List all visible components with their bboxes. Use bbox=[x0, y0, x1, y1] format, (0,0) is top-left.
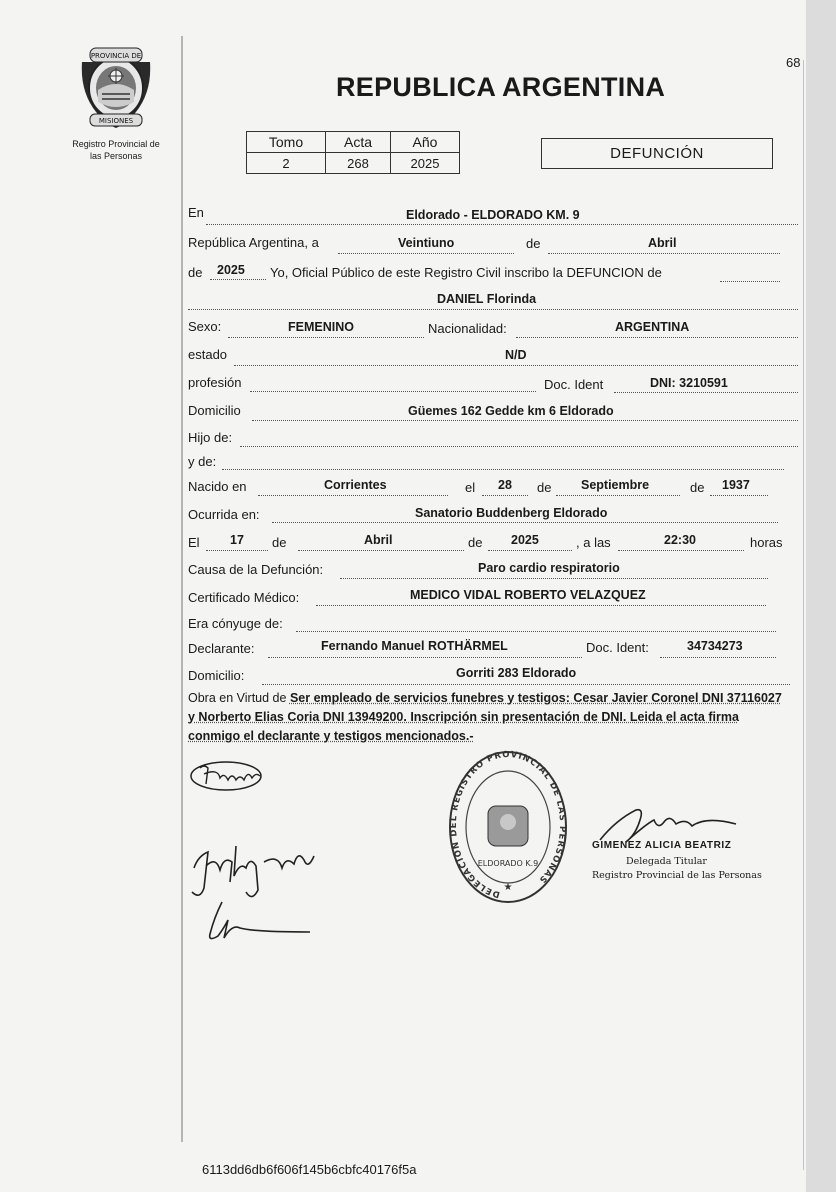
record-type-box: DEFUNCIÓN bbox=[541, 138, 773, 169]
value-dia-texto: Veintiuno bbox=[398, 236, 455, 250]
value-declarante-doc: 34734273 bbox=[687, 639, 743, 653]
value-sexo: FEMENINO bbox=[288, 320, 354, 334]
label-nacido-en: Nacido en bbox=[188, 479, 247, 494]
value-def-dia: 17 bbox=[230, 533, 244, 547]
value-def-hora: 22:30 bbox=[664, 533, 696, 547]
value-tomo: 2 bbox=[247, 153, 326, 174]
signature-witness-2-icon bbox=[204, 898, 316, 944]
header-tomo: Tomo bbox=[247, 132, 326, 153]
dotline-ocurrida bbox=[272, 522, 778, 523]
label-de2: de bbox=[188, 265, 203, 280]
dotline-yo bbox=[720, 281, 780, 282]
value-declarante: Fernando Manuel ROTHÄRMEL bbox=[321, 639, 508, 653]
obra-paragraph bbox=[188, 689, 790, 746]
official-seal-icon bbox=[446, 748, 570, 906]
dotline-causa bbox=[340, 578, 768, 579]
margin-line bbox=[181, 36, 183, 1142]
page-number: 68 bbox=[786, 55, 801, 70]
page-title: REPUBLICA ARGENTINA bbox=[336, 72, 666, 102]
dotline-lugar bbox=[206, 224, 798, 225]
label-de-n1: de bbox=[537, 480, 552, 495]
dotline-sexo bbox=[228, 337, 424, 338]
label-declarante: Declarante: bbox=[188, 641, 255, 656]
dotline-nacido-anio bbox=[710, 495, 768, 496]
dotline-dia bbox=[338, 253, 514, 254]
label-domicilio: Domicilio bbox=[188, 403, 241, 418]
official-name: GIMENEZ ALICIA BEATRIZ bbox=[592, 840, 732, 851]
value-def-anio: 2025 bbox=[511, 533, 539, 547]
label-de-n2: de bbox=[690, 480, 705, 495]
label-de-o2: de bbox=[468, 535, 483, 550]
value-def-mes: Abril bbox=[364, 533, 393, 547]
label-de1: de bbox=[526, 236, 541, 251]
right-margin-line bbox=[803, 60, 804, 1170]
dotline-domicilio bbox=[252, 420, 798, 421]
label-a-las: , a las bbox=[576, 535, 611, 550]
registry-label bbox=[60, 138, 172, 162]
value-ocurrida: Sanatorio Buddenberg Eldorado bbox=[415, 506, 608, 520]
label-en: En bbox=[188, 205, 204, 220]
header-anio: Año bbox=[391, 132, 460, 153]
value-mes: Abril bbox=[648, 236, 677, 250]
label-causa: Causa de la Defunción: bbox=[188, 562, 324, 577]
official-role: Delegada Titular bbox=[626, 856, 707, 867]
label-nacionalidad: Nacionalidad: bbox=[428, 321, 507, 336]
value-nacionalidad: ARGENTINA bbox=[615, 320, 690, 334]
label-el2: El bbox=[188, 535, 200, 550]
seal-star: ★ bbox=[503, 882, 513, 893]
value-causa: Paro cardio respiratorio bbox=[478, 561, 620, 575]
label-estado: estado bbox=[188, 347, 228, 362]
value-nacido-lugar: Corrientes bbox=[324, 478, 387, 492]
value-anio: 2025 bbox=[217, 263, 245, 277]
value-nacido-dia: 28 bbox=[498, 478, 512, 492]
value-nacido-anio: 1937 bbox=[722, 478, 750, 492]
label-de-o1: de bbox=[272, 535, 287, 550]
document-hash: 6113dd6db6f606f145b6cbfc40176f5a bbox=[202, 1162, 417, 1177]
dotline-hijo-de bbox=[240, 446, 798, 447]
value-certificado: MEDICO VIDAL ROBERTO VELAZQUEZ bbox=[410, 588, 646, 602]
value-obra: Ser empleado de servicios funebres y testigos: Cesar Javier Coronel DNI 37116027 y Norberto Elias Coria DNI 13949200. Inscripción sin presentación de DNI. Leida el acta firma conmigo el declarante y testigos mencionados.- bbox=[188, 691, 782, 743]
dotline-dni bbox=[614, 392, 798, 393]
value-nombre: DANIEL Florinda bbox=[437, 292, 537, 306]
record-table-header bbox=[247, 132, 460, 153]
label-doc-ident2: Doc. Ident: bbox=[586, 640, 649, 655]
label-horas: horas bbox=[750, 535, 783, 550]
label-y-de: y de: bbox=[188, 454, 217, 469]
page-edge-shadow bbox=[806, 0, 836, 1192]
dotline-certificado bbox=[316, 605, 766, 606]
value-dni: DNI: 3210591 bbox=[650, 376, 728, 390]
dotline-profesion bbox=[250, 391, 536, 392]
label-obra: Obra en Virtud de bbox=[188, 691, 287, 705]
signature-witness-1-icon bbox=[186, 826, 326, 904]
dotline-conyuge bbox=[296, 631, 776, 632]
value-domicilio2: Gorriti 283 Eldorado bbox=[456, 666, 577, 680]
registry-label-line2: las Personas bbox=[89, 151, 143, 161]
dotline-declarante-doc bbox=[660, 657, 776, 658]
value-acta: 268 bbox=[326, 153, 391, 174]
label-ocurrida-en: Ocurrida en: bbox=[188, 507, 260, 522]
value-nacido-mes: Septiembre bbox=[581, 478, 650, 492]
dotline-def-mes bbox=[298, 550, 464, 551]
value-domicilio: Güemes 162 Gedde km 6 Eldorado bbox=[408, 404, 614, 418]
value-anio: 2025 bbox=[391, 153, 460, 174]
dotline-nacido-dia bbox=[482, 495, 528, 496]
official-org: Registro Provincial de las Personas bbox=[592, 870, 762, 881]
label-yo: Yo, Oficial Público de este Registro Civil inscribo la DEFUNCION de bbox=[270, 265, 662, 280]
dotline-domicilio2 bbox=[262, 684, 790, 685]
signature-declarante-icon bbox=[188, 758, 270, 794]
dotline-anio bbox=[210, 279, 266, 280]
record-table-values bbox=[247, 153, 460, 174]
header-acta: Acta bbox=[326, 132, 391, 153]
emblem-text-top: PROVINCIA DE bbox=[90, 52, 142, 60]
dotline-declarante bbox=[268, 657, 582, 658]
label-domicilio2: Domicilio: bbox=[188, 668, 245, 683]
dotline-nombre bbox=[188, 309, 798, 310]
record-table bbox=[246, 131, 460, 174]
label-profesion: profesión bbox=[188, 375, 242, 390]
dotline-estado bbox=[234, 365, 798, 366]
dotline-def-dia bbox=[206, 550, 268, 551]
label-republica: República Argentina, a bbox=[188, 235, 319, 250]
label-certificado: Certificado Médico: bbox=[188, 590, 300, 605]
label-conyuge: Era cónyuge de: bbox=[188, 616, 283, 631]
seal-inner-text: ELDORADO K.9 bbox=[477, 859, 539, 868]
label-el: el bbox=[465, 480, 476, 495]
dotline-def-anio bbox=[488, 550, 572, 551]
label-doc-ident: Doc. Ident bbox=[544, 377, 604, 392]
dotline-nacionalidad bbox=[516, 337, 798, 338]
value-lugar: Eldorado - ELDORADO KM. 9 bbox=[406, 208, 580, 222]
dotline-nacido-mes bbox=[556, 495, 680, 496]
label-hijo-de: Hijo de: bbox=[188, 430, 233, 445]
emblem-text-bottom: MISIONES bbox=[98, 117, 134, 125]
dotline-mes bbox=[548, 253, 780, 254]
seal-outer-text: DELEGACION DEL REGISTRO PROVINCIAL DE LAS PERSONAS bbox=[449, 749, 568, 900]
dotline-y-de bbox=[222, 469, 784, 470]
registry-label-line1: Registro Provincial de bbox=[72, 139, 160, 149]
value-estado: N/D bbox=[505, 348, 527, 362]
dotline-nacido-lugar bbox=[258, 495, 448, 496]
province-emblem-icon bbox=[76, 42, 156, 132]
label-sexo: Sexo: bbox=[188, 319, 222, 334]
dotline-def-hora bbox=[618, 550, 744, 551]
